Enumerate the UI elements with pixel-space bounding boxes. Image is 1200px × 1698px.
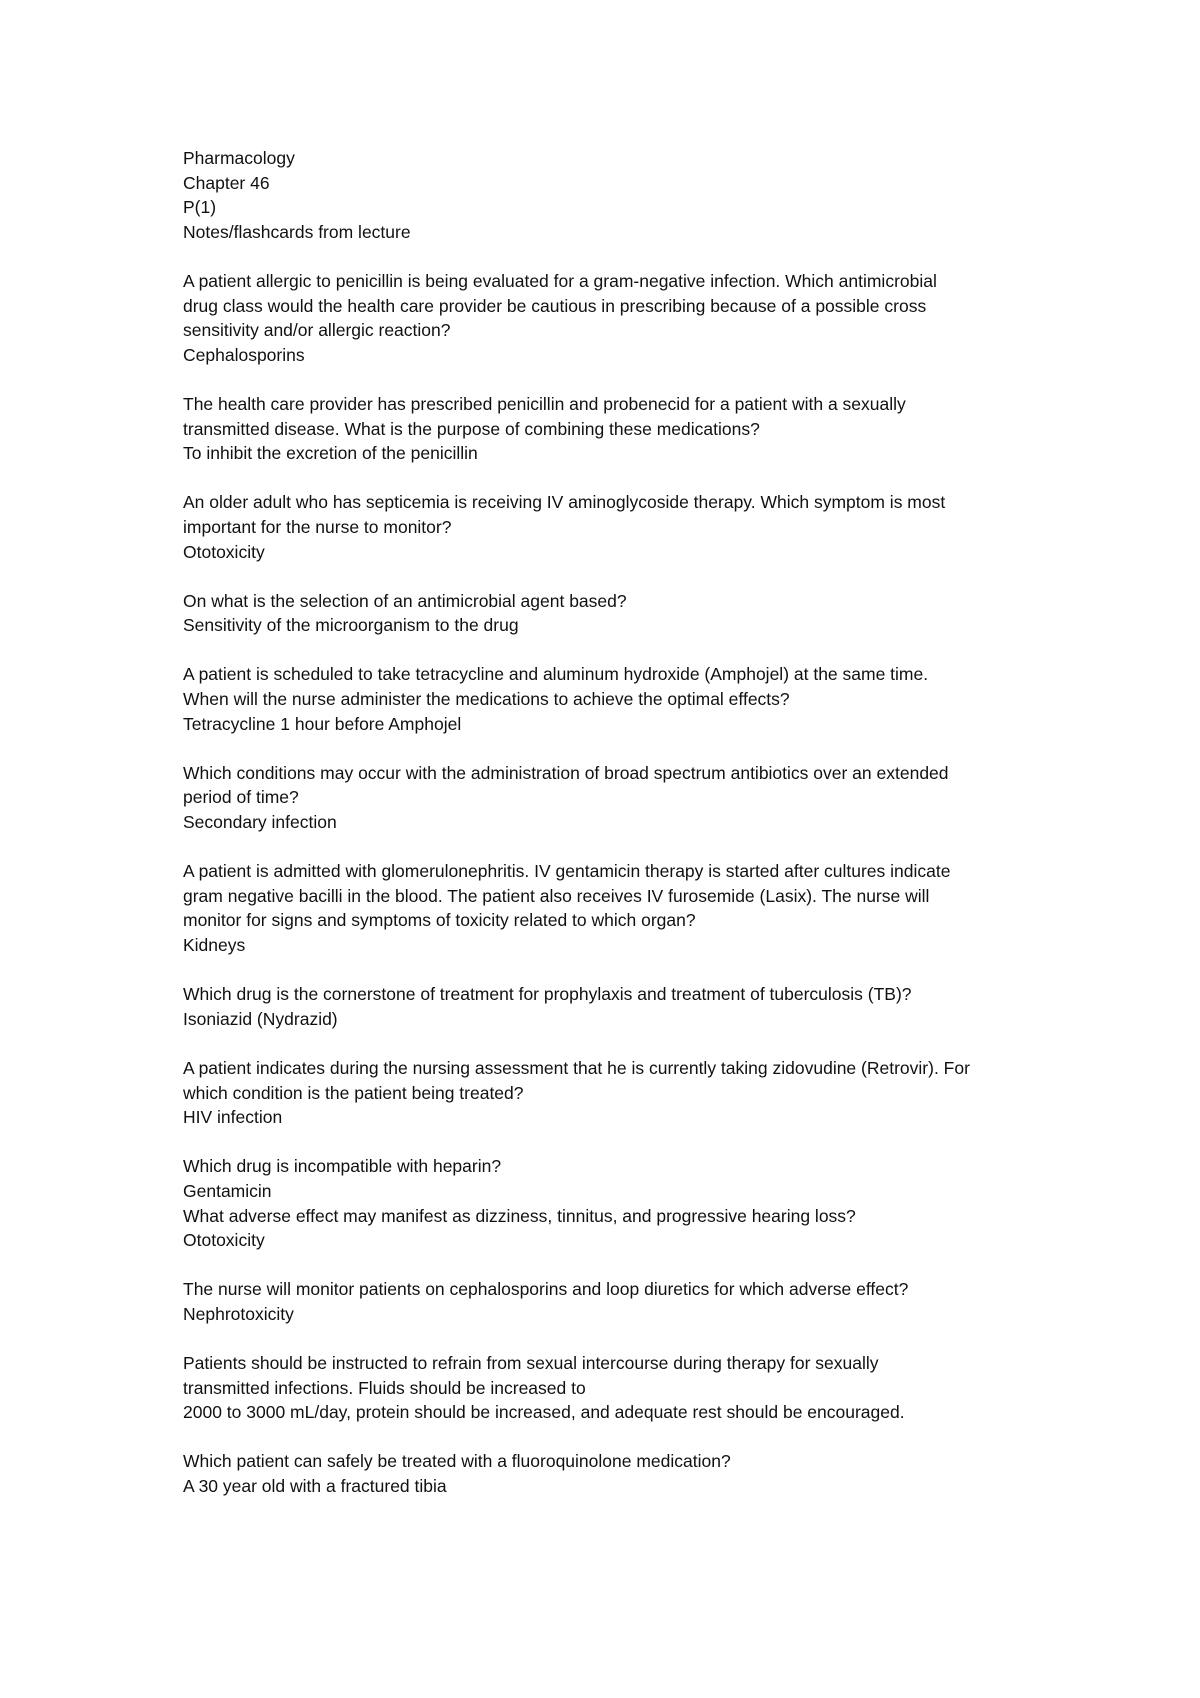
flashcard-question-line: period of time? xyxy=(183,787,299,808)
flashcard-question-line: Which drug is incompatible with heparin? xyxy=(183,1156,502,1177)
flashcard-question-line: The health care provider has prescribed penicillin and probenecid for a patient with a sexually xyxy=(183,393,906,414)
document-header xyxy=(183,146,1043,244)
flashcard-answer-line: Gentamicin xyxy=(183,1180,272,1201)
flashcard xyxy=(183,269,1043,367)
flashcard-question-line: Which conditions may occur with the administration of broad spectrum antibiotics over an extended xyxy=(183,762,949,783)
flashcard-question-line: What adverse effect may manifest as dizziness, tinnitus, and progressive hearing loss? xyxy=(183,1205,856,1226)
flashcard-question-line: A patient indicates during the nursing assessment that he is currently taking zidovudine (Retrovir). For xyxy=(183,1057,970,1078)
flashcard-answer-line: To inhibit the excretion of the penicillin xyxy=(183,443,478,464)
flashcard-answer-line: Ototoxicity xyxy=(183,1230,265,1251)
flashcard xyxy=(183,1449,1043,1498)
flashcard xyxy=(183,761,1043,835)
flashcard xyxy=(183,589,1043,638)
flashcard xyxy=(183,490,1043,564)
flashcard-question-line: The nurse will monitor patients on cephalosporins and loop diuretics for which adverse effect? xyxy=(183,1279,909,1300)
chapter-label: Chapter 46 xyxy=(183,172,270,193)
flashcard-question-line: transmitted infections. Fluids should be increased to xyxy=(183,1377,586,1398)
flashcard xyxy=(183,1056,1043,1130)
flashcard xyxy=(183,982,1043,1031)
flashcard-question-line: When will the nurse administer the medications to achieve the optimal effects? xyxy=(183,689,790,710)
document-body xyxy=(183,146,1043,1523)
notes-description: Notes/flashcards from lecture xyxy=(183,221,411,242)
flashcard-answer-line: Isoniazid (Nydrazid) xyxy=(183,1008,338,1029)
flashcard-question-line: Which drug is the cornerstone of treatment for prophylaxis and treatment of tuberculosis (TB)? xyxy=(183,984,912,1005)
flashcard-answer-line: 2000 to 3000 mL/day, protein should be increased, and adequate rest should be encouraged. xyxy=(183,1402,905,1423)
flashcard-question-line: Patients should be instructed to refrain from sexual intercourse during therapy for sexually xyxy=(183,1353,879,1374)
flashcard-answer-line: Cephalosporins xyxy=(183,344,305,365)
flashcard-question-line: transmitted disease. What is the purpose of combining these medications? xyxy=(183,418,760,439)
flashcard-answer-line: Kidneys xyxy=(183,935,246,955)
flashcard-answer-line: Tetracycline 1 hour before Amphojel xyxy=(183,713,462,734)
flashcard-answer-line: HIV infection xyxy=(183,1107,283,1128)
flashcard-question-line: An older adult who has septicemia is receiving IV aminoglycoside therapy. Which symptom is most xyxy=(183,492,946,513)
flashcard-list xyxy=(183,269,1043,1499)
flashcard-answer-line: Sensitivity of the microorganism to the drug xyxy=(183,615,519,636)
flashcard-answer-line: Ototoxicity xyxy=(183,541,265,562)
flashcard-question-line: A patient allergic to penicillin is being evaluated for a gram-negative infection. Which antimicrobial xyxy=(183,270,937,291)
flashcard-question-line: On what is the selection of an antimicrobial agent based? xyxy=(183,590,627,611)
flashcard-question-line: which condition is the patient being treated? xyxy=(183,1082,524,1103)
flashcard-question-line: A patient is scheduled to take tetracycline and aluminum hydroxide (Amphojel) at the same time. xyxy=(183,664,929,685)
flashcard xyxy=(183,1204,1043,1253)
flashcard-question-line: Which patient can safely be treated with a fluoroquinolone medication? xyxy=(183,1451,731,1472)
flashcard-question-line: gram negative bacilli in the blood. The patient also receives IV furosemide (Lasix). The nurse will xyxy=(183,885,930,906)
flashcard-question-line: monitor for signs and symptoms of toxicity related to which organ? xyxy=(183,910,696,931)
flashcard-answer-line: Secondary infection xyxy=(183,812,337,833)
flashcard-question-line: drug class would the health care provider be cautious in prescribing because of a possible cross xyxy=(183,295,927,316)
subject-title: Pharmacology xyxy=(183,148,295,168)
flashcard xyxy=(183,859,1043,957)
flashcard-question-line: important for the nurse to monitor? xyxy=(183,516,452,537)
flashcard xyxy=(183,1154,1043,1203)
flashcard xyxy=(183,1277,1043,1326)
flashcard xyxy=(183,392,1043,466)
flashcard xyxy=(183,662,1043,736)
flashcard-question-line: A patient is admitted with glomerulonephritis. IV gentamicin therapy is started after cultures indicate xyxy=(183,861,951,882)
flashcard-answer-line: Nephrotoxicity xyxy=(183,1303,294,1324)
page-label: P(1) xyxy=(183,197,217,218)
flashcard xyxy=(183,1351,1043,1425)
flashcard-question-line: sensitivity and/or allergic reaction? xyxy=(183,320,451,341)
flashcard-answer-line: A 30 year old with a fractured tibia xyxy=(183,1476,447,1497)
